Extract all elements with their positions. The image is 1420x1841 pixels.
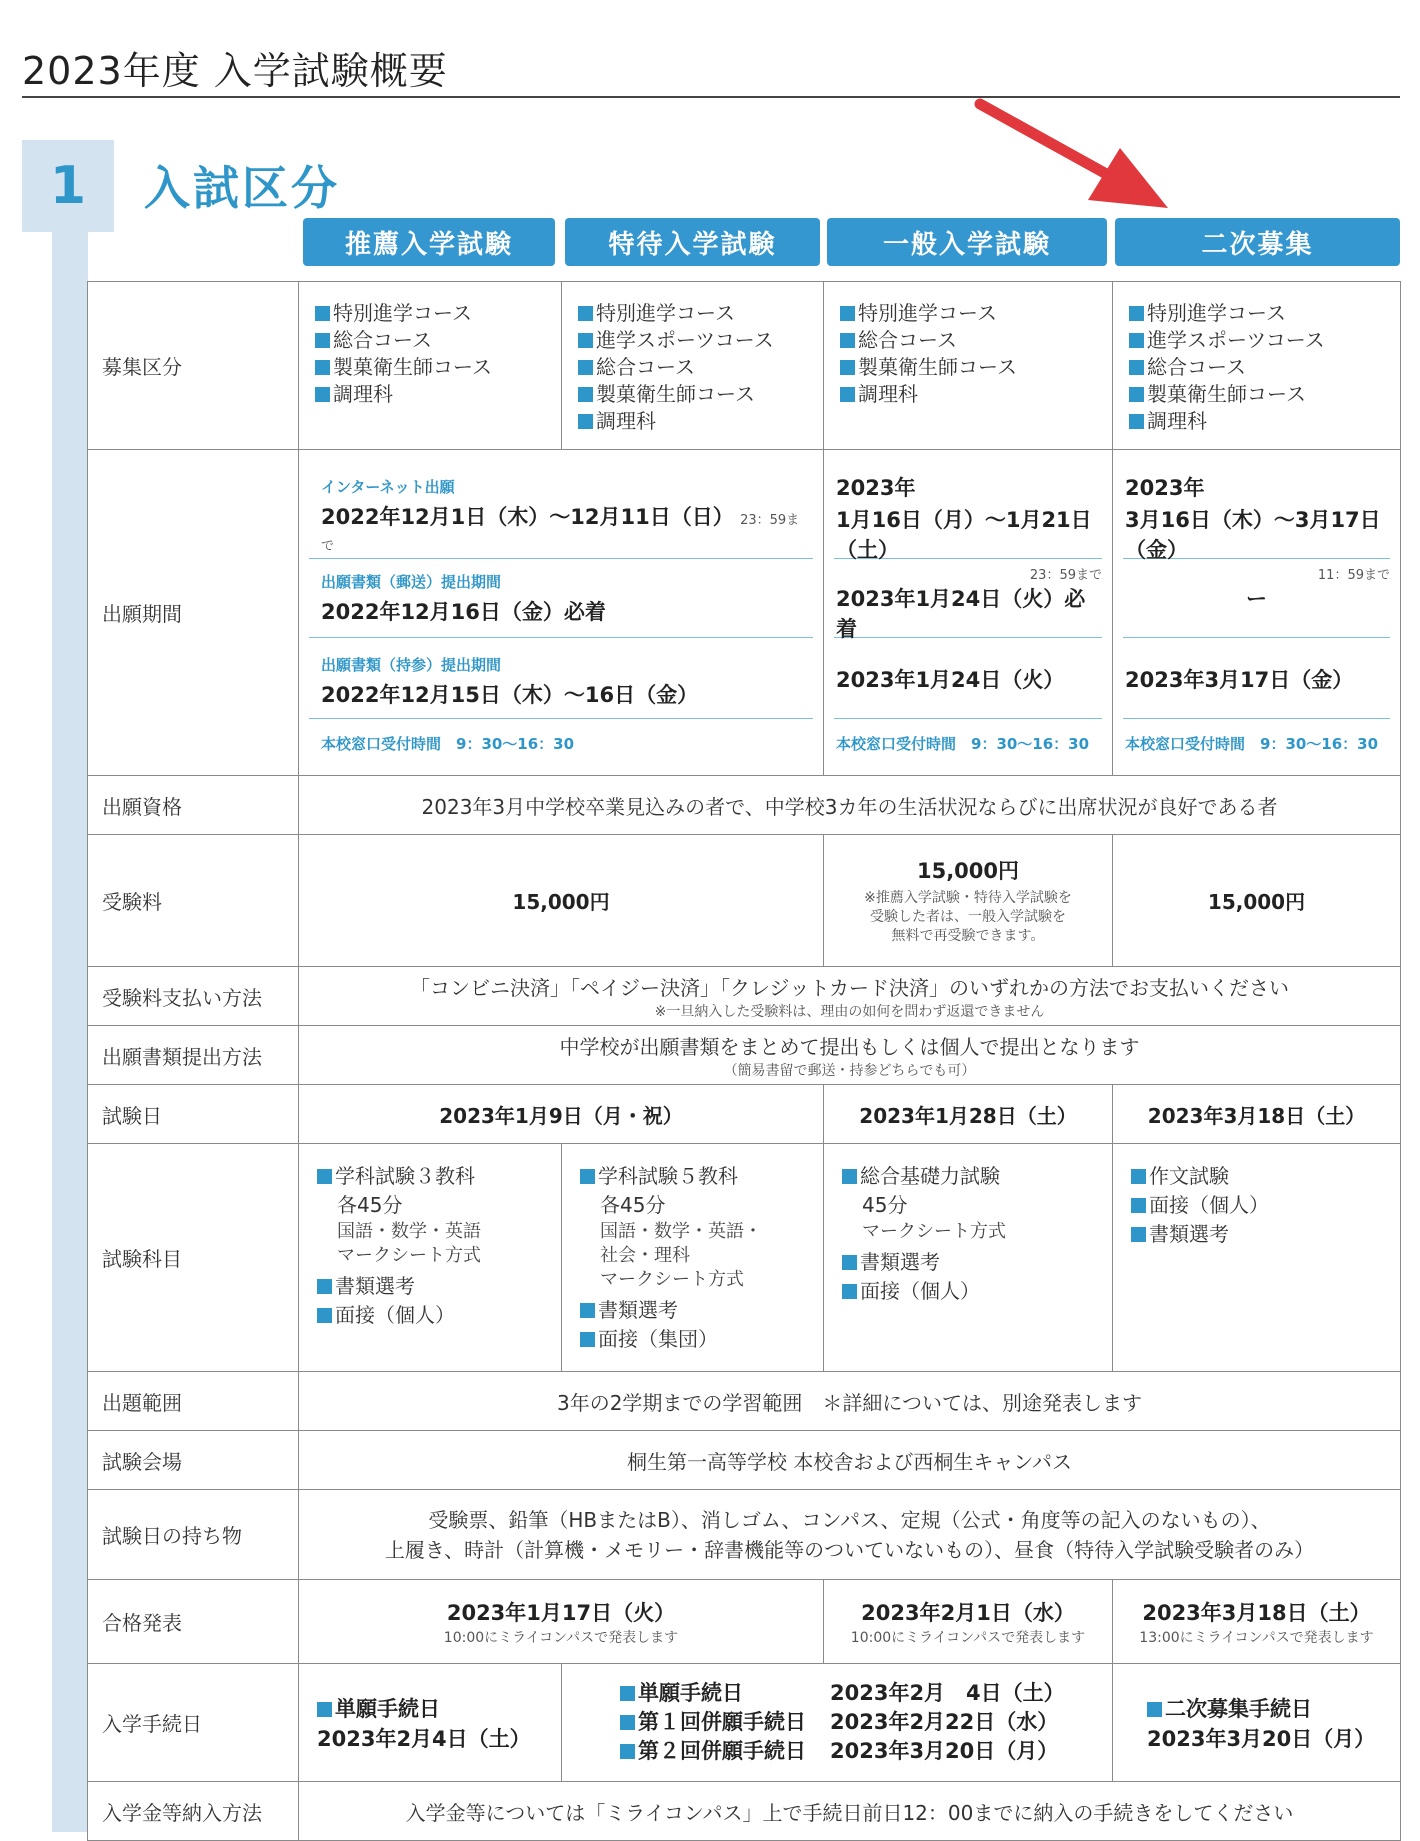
period-hand-block	[299, 638, 823, 718]
procedure-date: 2023年3月20日（月）	[830, 1739, 1059, 1763]
recruit-list-c2	[562, 282, 824, 450]
table-row-venue	[88, 1431, 1401, 1490]
submit-note: （簡易書留で郵送・持参どちらでも可）	[723, 1062, 976, 1079]
procedure-label: 第１回併願手続日	[638, 1710, 806, 1734]
subject-time: 各45分	[600, 1193, 666, 1217]
row-label-result: 合格発表	[88, 1580, 299, 1664]
recruit-list-c3	[824, 282, 1113, 450]
square-bullet-icon	[580, 1332, 595, 1347]
subject-item: 書類選考	[1149, 1222, 1229, 1246]
procedure-label: 第２回併願手続日	[638, 1739, 806, 1763]
square-bullet-icon	[1129, 333, 1144, 348]
square-bullet-icon	[1129, 306, 1144, 321]
result-c12	[299, 1580, 824, 1664]
procedure-label: 二次募集手続日	[1165, 1696, 1312, 1721]
list-item: 進学スポーツコース	[596, 328, 774, 352]
procedure-label: 単願手続日	[335, 1696, 440, 1721]
square-bullet-icon	[315, 387, 330, 402]
square-bullet-icon	[578, 360, 593, 375]
table-row-scope	[88, 1372, 1401, 1431]
subject-extra: 書類選考	[598, 1298, 678, 1322]
period-net-until: 23：59まで	[1029, 568, 1102, 583]
list-item: 製菓衛生師コース	[333, 355, 492, 379]
subject-extra: 面接（個人）	[860, 1279, 980, 1303]
square-bullet-icon	[580, 1169, 595, 1184]
subject-extra: 面接（集団）	[598, 1327, 718, 1351]
row-label-subjects: 試験科目	[88, 1144, 299, 1372]
fee-note-line: 受験した者は、一般入学試験を	[870, 909, 1066, 925]
subjects-c4	[1113, 1144, 1401, 1372]
period-mail-value: 2022年12月16日（金）必着	[321, 600, 606, 624]
subject-item: 作文試験	[1149, 1164, 1229, 1188]
submit-cell	[299, 1026, 1401, 1085]
period-hand-label: 出願書類（持参）提出期間	[321, 656, 502, 674]
submit-value: 中学校が出願書類をまとめて提出もしくは個人で提出となります	[559, 1034, 1140, 1059]
payment-value: 「コンビニ決済」「ペイジー決済」「クレジットカード決済」のいずれかの方法でお支払いください	[410, 975, 1289, 1000]
exam-date-c4: 2023年3月18日（土）	[1113, 1085, 1401, 1144]
table-row-payment	[88, 967, 1401, 1026]
table-row-fee	[88, 835, 1401, 967]
square-bullet-icon	[1131, 1198, 1146, 1213]
list-item: 進学スポーツコース	[1147, 328, 1325, 352]
fee-cell-c3	[824, 835, 1113, 967]
result-note: 13:00にミライコンパスで発表します	[1139, 1629, 1374, 1646]
square-bullet-icon	[1129, 414, 1144, 429]
square-bullet-icon	[842, 1169, 857, 1184]
period-net-label: インターネット出願	[321, 478, 455, 496]
square-bullet-icon	[315, 306, 330, 321]
items-line: 上履き、時計（計算機・メモリー・辞書機能等のついていないもの）、昼食（特待入学試験受験者のみ）	[384, 1537, 1315, 1562]
square-bullet-icon	[578, 387, 593, 402]
items-cell	[299, 1490, 1401, 1580]
row-label-scope: 出題範囲	[88, 1372, 299, 1431]
square-bullet-icon	[1129, 360, 1144, 375]
list-item: 総合コース	[858, 328, 957, 352]
square-bullet-icon	[620, 1744, 635, 1759]
period-mail-block	[299, 559, 823, 637]
square-bullet-icon	[315, 333, 330, 348]
period-cell-c3	[824, 450, 1113, 776]
row-label-qualification: 出願資格	[88, 776, 299, 835]
list-item: 調理科	[1147, 409, 1207, 433]
table-row-result	[88, 1580, 1401, 1664]
items-line: 受験票、鉛筆（HBまたはB）、消しゴム、コンパス、定規（公式・角度等の記入のないもの）、	[428, 1507, 1271, 1532]
list-item: 製菓衛生師コース	[858, 355, 1017, 379]
procedure-date: 2023年2月22日（水）	[830, 1710, 1059, 1734]
square-bullet-icon	[1129, 387, 1144, 402]
square-bullet-icon	[317, 1169, 332, 1184]
subjects-c1	[299, 1144, 562, 1372]
period-hand-block	[1113, 638, 1400, 718]
table-row-procedure	[88, 1664, 1401, 1782]
result-date: 2023年1月17日（火）	[446, 1600, 676, 1625]
row-label-venue: 試験会場	[88, 1431, 299, 1490]
list-item: 調理科	[596, 409, 656, 433]
subject-time: 45分	[862, 1193, 908, 1217]
period-cell-c12	[299, 450, 824, 776]
list-item: 特別進学コース	[1147, 301, 1286, 325]
subject-note: マークシート方式	[600, 1269, 744, 1290]
procedure-c1	[299, 1664, 562, 1782]
period-mail-value: 2023年1月24日（火）必着	[836, 587, 1086, 641]
square-bullet-icon	[840, 360, 855, 375]
procedure-c23	[562, 1664, 1113, 1782]
page-title: 2023年度 入学試験概要	[22, 49, 448, 93]
section-side-bar	[52, 232, 88, 1832]
subjects-c2	[562, 1144, 824, 1372]
square-bullet-icon	[620, 1715, 635, 1730]
period-net-block	[299, 450, 823, 558]
payment-cell	[299, 967, 1401, 1026]
list-item: 製菓衛生師コース	[1147, 382, 1306, 406]
period-hand-value: 2023年1月24日（火）	[836, 668, 1065, 692]
square-bullet-icon	[620, 1686, 635, 1701]
column-header-niji: 二次募集	[1115, 218, 1400, 266]
row-label-submit: 出願書類提出方法	[88, 1026, 299, 1085]
procedure-c4	[1113, 1664, 1401, 1782]
column-header-ippan: 一般入学試験	[827, 218, 1107, 266]
subject-note: マークシート方式	[862, 1221, 1006, 1242]
list-item: 特別進学コース	[333, 301, 472, 325]
table-row-qualification	[88, 776, 1401, 835]
fee-note-line: 無料で再受験できます。	[891, 928, 1045, 944]
period-hand-block	[824, 638, 1112, 718]
row-label-procedure: 入学手続日	[88, 1664, 299, 1782]
procedure-date: 2023年3月20日（月）	[1147, 1726, 1376, 1751]
result-date: 2023年2月1日（水）	[861, 1600, 1075, 1625]
period-hand-value: 2023年3月17日（金）	[1125, 668, 1354, 692]
period-year: 2023年	[836, 476, 916, 500]
table-row-payment-entry	[88, 1782, 1401, 1841]
table-row-submit	[88, 1026, 1401, 1085]
period-net-block	[1113, 450, 1400, 583]
qualification-value: 2023年3月中学校卒業見込みの者で、中学校3カ年の生活状況ならびに出席状況が良好である者	[299, 776, 1401, 835]
list-item: 調理科	[333, 382, 393, 406]
square-bullet-icon	[578, 306, 593, 321]
row-label-recruit: 募集区分	[88, 282, 299, 450]
subject-main: 学科試験５教科	[598, 1164, 738, 1188]
procedure-label: 単願手続日	[638, 1681, 743, 1705]
square-bullet-icon	[578, 414, 593, 429]
subject-extra: 書類選考	[335, 1274, 415, 1298]
fee-c4: 15,000円	[1113, 835, 1401, 967]
row-label-payment: 受験料支払い方法	[88, 967, 299, 1026]
square-bullet-icon	[578, 333, 593, 348]
square-bullet-icon	[315, 360, 330, 375]
row-label-exam-date: 試験日	[88, 1085, 299, 1144]
result-note: 10:00にミライコンパスで発表します	[443, 1629, 679, 1646]
row-label-period: 出願期間	[88, 450, 299, 776]
square-bullet-icon	[840, 333, 855, 348]
period-window-hours: 本校窓口受付時間 9：30〜16：30	[836, 735, 1090, 753]
table-row-items	[88, 1490, 1401, 1580]
procedure-date: 2023年2月 4日（土）	[830, 1681, 1065, 1705]
square-bullet-icon	[317, 1279, 332, 1294]
venue-value: 桐生第一高等学校 本校舎および西桐生キャンパス	[299, 1431, 1401, 1490]
table-row-recruit	[88, 282, 1401, 450]
fee-c12: 15,000円	[299, 835, 824, 967]
square-bullet-icon	[317, 1702, 332, 1717]
row-label-fee: 受験料	[88, 835, 299, 967]
red-arrow-icon	[960, 96, 1180, 216]
payment-note: ※一旦納入した受験料は、理由の如何を問わず返還できません	[654, 1003, 1045, 1020]
fee-c3: 15,000円	[916, 859, 1020, 883]
table-row-subjects	[88, 1144, 1401, 1372]
list-item: 特別進学コース	[596, 301, 735, 325]
subjects-c3	[824, 1144, 1113, 1372]
table-row-exam-date	[88, 1085, 1401, 1144]
period-net-block	[824, 450, 1112, 583]
square-bullet-icon	[1131, 1227, 1146, 1242]
square-bullet-icon	[842, 1255, 857, 1270]
period-net-value: 1月16日（月）〜1月21日（土）	[836, 508, 1092, 562]
subject-time: 各45分	[337, 1193, 403, 1217]
column-header-tokutai: 特待入学試験	[565, 218, 820, 266]
result-note: 10:00にミライコンパスで発表します	[850, 1629, 1086, 1646]
period-year: 2023年	[1125, 476, 1205, 500]
exam-date-c3: 2023年1月28日（土）	[824, 1085, 1113, 1144]
subject-note: 国語・数学・英語	[337, 1221, 481, 1242]
period-net-until: 23：59まで	[321, 513, 800, 554]
section-number: 1	[22, 140, 114, 232]
period-window-hours: 本校窓口受付時間 9：30〜16：30	[321, 735, 575, 753]
exam-overview-table	[87, 281, 1401, 1841]
square-bullet-icon	[840, 387, 855, 402]
row-label-items: 試験日の持ち物	[88, 1490, 299, 1580]
result-date: 2023年3月18日（土）	[1142, 1600, 1371, 1625]
result-c4	[1113, 1580, 1401, 1664]
list-item: 調理科	[858, 382, 918, 406]
subject-extra: 面接（個人）	[335, 1303, 455, 1327]
subject-main: 学科試験３教科	[335, 1164, 475, 1188]
period-mail-label: 出願書類（郵送）提出期間	[321, 573, 502, 591]
square-bullet-icon	[317, 1308, 332, 1323]
period-net-value: 3月16日（木）〜3月17日（金）	[1125, 508, 1381, 562]
period-cell-c4	[1113, 450, 1401, 776]
procedure-date: 2023年2月4日（土）	[317, 1726, 531, 1751]
subject-extra: 書類選考	[860, 1250, 940, 1274]
subject-main: 総合基礎力試験	[860, 1164, 1000, 1188]
square-bullet-icon	[1147, 1702, 1162, 1717]
row-label-payment-entry: 入学金等納入方法	[88, 1782, 299, 1841]
recruit-list-c1	[299, 282, 562, 450]
scope-value: 3年の2学期までの学習範囲 ＊詳細については、別途発表します	[299, 1372, 1401, 1431]
title-divider	[22, 96, 1400, 98]
list-item: 総合コース	[1147, 355, 1246, 379]
square-bullet-icon	[1131, 1169, 1146, 1184]
square-bullet-icon	[840, 306, 855, 321]
recruit-list-c4	[1113, 282, 1401, 450]
subject-item: 面接（個人）	[1149, 1193, 1269, 1217]
table-row-period	[88, 450, 1401, 776]
period-net-value: 2022年12月1日（木）〜12月11日（日）	[321, 505, 734, 529]
fee-note-line: ※推薦入学試験・特待入学試験を	[864, 890, 1072, 906]
period-window-hours: 本校窓口受付時間 9：30〜16：30	[1125, 735, 1379, 753]
subject-note: 国語・数学・英語・	[600, 1221, 762, 1242]
exam-date-c12: 2023年1月9日（月・祝）	[299, 1085, 824, 1144]
square-bullet-icon	[842, 1284, 857, 1299]
list-item: 総合コース	[596, 355, 695, 379]
list-item: 総合コース	[333, 328, 432, 352]
list-item: 製菓衛生師コース	[596, 382, 755, 406]
subject-note: 社会・理科	[600, 1245, 690, 1266]
payment-entry-value: 入学金等については「ミライコンパス」上で手続日前日12：00までに納入の手続きをしてください	[299, 1782, 1401, 1841]
section-title: 入試区分	[144, 161, 340, 215]
column-header-suisen: 推薦入学試験	[303, 218, 555, 266]
list-item: 特別進学コース	[858, 301, 997, 325]
period-hand-value: 2022年12月15日（木）〜16日（金）	[321, 683, 699, 707]
result-c3	[824, 1580, 1113, 1664]
square-bullet-icon	[580, 1303, 595, 1318]
subject-note: マークシート方式	[337, 1245, 481, 1266]
period-mail-value: ー	[1246, 587, 1267, 611]
period-net-until: 11：59まで	[1317, 568, 1390, 583]
